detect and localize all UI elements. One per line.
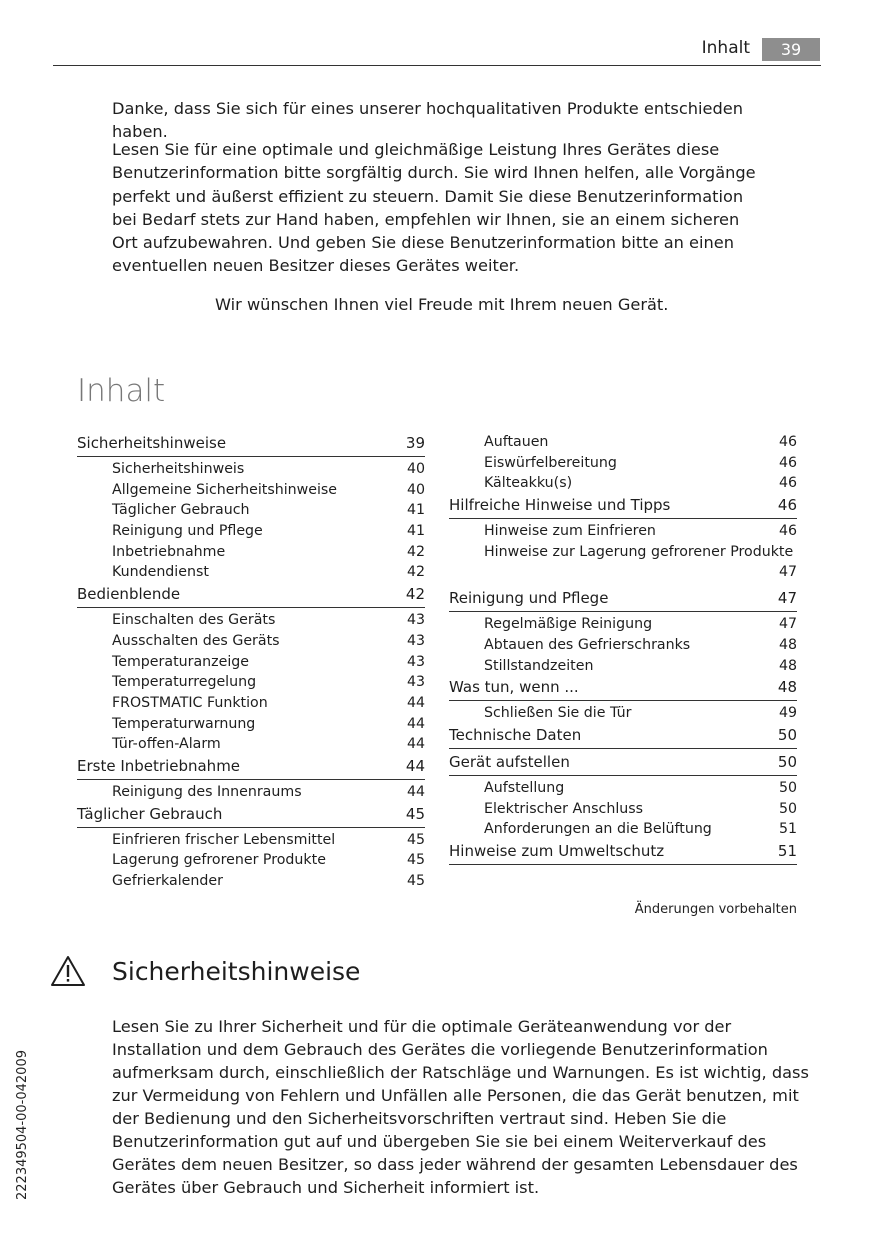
toc-item-page: 47 (778, 564, 797, 581)
toc-item-page: 40 (406, 461, 425, 477)
toc-item-label: Hinweise zum Einfrieren (484, 523, 656, 540)
toc-item-page: 49 (778, 705, 797, 722)
intro-paragraph: Lesen Sie für eine optimale und gleichmäßige Leistung Ihres Gerätes diese Benutzerinformation bitte sorgfältig durch. Sie wird Ihnen helfen, alle Vorgänge perfekt und äußerst effizient zu steuern. Damit Sie diese Benutzerinformation bei Bedarf stets zur Hand haben, empfehlen wir Ihnen, sie an einem sicheren Ort aufzubewahren. Und geben Sie diese Benutzerinformation bitte an einen eventuellen neuen Besitzer dieses Gerätes weiter. (112, 140, 756, 276)
toc-item[interactable] (77, 459, 425, 480)
toc-item-page: 44 (406, 736, 425, 753)
toc-item-page: 46 (778, 523, 797, 540)
toc-item-label: Temperaturwarnung (112, 715, 256, 732)
toc-section-label: Sicherheitshinweise (77, 434, 227, 452)
toc-section-page: 47 (777, 589, 797, 608)
toc-item[interactable] (449, 656, 797, 677)
toc-section[interactable] (449, 840, 797, 865)
toc-section-label: Technische Daten (449, 725, 582, 744)
toc-item-label: Stillstandzeiten (484, 657, 594, 674)
toc-item[interactable] (449, 453, 797, 474)
document-code: 222349504-00-042009 (15, 1050, 30, 1200)
toc-item[interactable] (77, 734, 425, 755)
toc-item-label: Eiswürfelbereitung (484, 454, 617, 471)
toc-item[interactable] (449, 432, 797, 453)
toc-section[interactable] (77, 583, 425, 608)
toc-item-label: Reinigung des Innenraums (112, 783, 302, 800)
toc-item-page: 50 (778, 800, 797, 817)
toc-item-page: 48 (778, 636, 797, 653)
toc-section-label: Reinigung und Pflege (449, 589, 609, 608)
toc-item[interactable] (449, 542, 797, 563)
toc-section-label: Hilfreiche Hinweise und Tipps (449, 496, 671, 515)
toc-item-page: 46 (778, 434, 797, 450)
toc-item-page: 42 (406, 543, 425, 560)
toc-item[interactable] (77, 714, 425, 735)
toc-item-label: Kälteakku(s) (484, 475, 573, 492)
toc-section[interactable] (449, 676, 797, 701)
toc-item[interactable] (77, 652, 425, 673)
toc-section[interactable] (449, 751, 797, 776)
toc-item-label: Einfrieren frischer Lebensmittel (112, 831, 336, 848)
toc-item[interactable] (449, 703, 797, 724)
warning-triangle-icon (50, 955, 86, 987)
intro-thanks: Danke, dass Sie sich für eines unserer hochqualitativen Produkte entschieden haben. (112, 99, 743, 142)
toc-section-page: 39 (405, 434, 425, 452)
toc-item-page: 41 (406, 523, 425, 540)
toc-item[interactable] (77, 521, 425, 542)
toc-item-label: Täglicher Gebrauch (112, 502, 250, 519)
toc-item-label: Reinigung und Pflege (112, 523, 263, 540)
section-heading: Sicherheitshinweise (112, 957, 361, 986)
toc-title: Inhalt (77, 373, 166, 409)
header-rule (53, 65, 821, 66)
toc-item[interactable] (77, 480, 425, 501)
toc-item-label: Regelmäßige Reinigung (484, 616, 653, 633)
toc-section[interactable] (77, 432, 425, 457)
toc-item[interactable] (77, 542, 425, 563)
toc-item[interactable] (77, 850, 425, 871)
toc-item-label: Anforderungen an die Belüftung (484, 821, 712, 838)
toc-item-page: 51 (778, 821, 797, 838)
toc-item-page: 43 (406, 653, 425, 670)
toc-item-label: Tür-offen-Alarm (112, 736, 221, 753)
toc-item[interactable] (449, 614, 797, 635)
toc-item[interactable] (449, 778, 797, 799)
toc-item-page: 45 (406, 852, 425, 869)
toc-item-label: Einschalten des Geräts (112, 612, 276, 629)
toc-item[interactable] (449, 799, 797, 820)
toc-item-page: 46 (778, 454, 797, 471)
toc-item-label: Gefrierkalender (112, 873, 223, 889)
toc-item-page: 50 (778, 779, 797, 796)
toc-item-label: Elektrischer Anschluss (484, 800, 644, 817)
toc-item-label: FROSTMATIC Funktion (112, 694, 268, 711)
toc-item[interactable] (77, 693, 425, 714)
toc-item-label: Kundendienst (112, 564, 209, 581)
toc-section-page: 45 (405, 804, 425, 823)
toc-item-page: 48 (778, 657, 797, 674)
toc-section[interactable] (77, 803, 425, 828)
toc-item-page: 44 (406, 783, 425, 800)
toc-item[interactable] (77, 871, 425, 892)
toc-item-page: 44 (406, 694, 425, 711)
toc-item-page: 41 (406, 502, 425, 519)
toc-section-page: 42 (405, 585, 425, 604)
toc-item-page: 45 (406, 831, 425, 848)
toc-section-label: Hinweise zum Umweltschutz (449, 841, 665, 860)
toc-item-label: Temperaturanzeige (112, 653, 249, 670)
page-number: 39 (762, 38, 820, 61)
toc-item[interactable] (77, 830, 425, 851)
toc-left-column (77, 432, 425, 892)
toc-item-label: Sicherheitshinweis (112, 461, 245, 477)
toc-item-page: 46 (778, 475, 797, 492)
toc-section-label: Erste Inbetriebnahme (77, 756, 241, 775)
toc-item-label: Inbetriebnahme (112, 543, 226, 560)
toc-item[interactable] (77, 672, 425, 693)
toc-section-page: 51 (777, 841, 797, 860)
toc-item-label: Lagerung gefrorener Produkte (112, 852, 326, 869)
toc-section-page: 48 (777, 678, 797, 697)
toc-right-column (449, 432, 797, 867)
toc-section-page: 50 (777, 725, 797, 744)
toc-section[interactable] (449, 587, 797, 612)
toc-item-label: Temperaturregelung (112, 674, 257, 691)
toc-item[interactable] (449, 635, 797, 656)
toc-item[interactable] (77, 562, 425, 583)
toc-item-page: 43 (406, 612, 425, 629)
toc-item-label: Ausschalten des Geräts (112, 632, 280, 649)
toc-item-page-row (449, 562, 797, 583)
toc-item-page: 40 (406, 481, 425, 498)
toc-item-page: 47 (778, 616, 797, 633)
toc-section-label: Was tun, wenn ... (449, 678, 579, 697)
toc-item-page: 44 (406, 715, 425, 732)
header-title: Inhalt (701, 38, 750, 58)
toc-item-label: Hinweise zur Lagerung gefrorener Produkte (484, 543, 794, 560)
toc-section-label: Täglicher Gebrauch (77, 804, 223, 823)
toc-item[interactable] (77, 500, 425, 521)
toc-item[interactable] (77, 631, 425, 652)
toc-item[interactable] (449, 819, 797, 840)
toc-section[interactable] (77, 755, 425, 780)
toc-item-label: Aufstellung (484, 779, 565, 796)
toc-item-page: 43 (406, 632, 425, 649)
toc-section[interactable] (449, 724, 797, 749)
toc-item-label: Allgemeine Sicherheitshinweise (112, 481, 338, 498)
toc-item-page: 43 (406, 674, 425, 691)
toc-item-page: 42 (406, 564, 425, 581)
toc-item-label: Abtauen des Gefrierschranks (484, 636, 691, 653)
toc-section-page: 44 (405, 756, 425, 775)
toc-item[interactable] (77, 782, 425, 803)
safety-paragraph: Lesen Sie zu Ihrer Sicherheit und für die optimale Geräteanwendung vor der Installation und dem Gebrauch des Gerätes die vorliegende Benutzerinformation aufmerksam durch, einschließlich der Ratschläge und Warnungen. Es ist wichtig, dass zur Vermeidung von Fehlern und Unfällen alle Personen, die das Gerät benutzen, mit der Bedienung und den Sicherheitsvorschriften vertraut sind. Heben Sie die Benutzerinformation gut auf und übergeben Sie sie bei einem Weiterverkauf des Gerätes dem neuen Besitzer, so dass jeder während der gesamten Lebensdauer des Gerätes über Gebrauch und Sicherheit informiert ist. (112, 1017, 809, 1197)
toc-section-page: 46 (777, 496, 797, 515)
toc-item[interactable] (77, 610, 425, 631)
toc-item-label: Schließen Sie die Tür (484, 705, 632, 722)
toc-section-label: Gerät aufstellen (449, 752, 570, 771)
toc-item[interactable] (449, 473, 797, 494)
toc-section[interactable] (449, 494, 797, 519)
changes-note: Änderungen vorbehalten (634, 902, 797, 917)
intro-wish: Wir wünschen Ihnen viel Freude mit Ihrem neuen Gerät. (215, 295, 669, 314)
toc-item-page: 45 (406, 873, 425, 889)
toc-item[interactable] (449, 521, 797, 542)
toc-section-page: 50 (777, 752, 797, 771)
toc-item-label: Auftauen (484, 434, 549, 450)
toc-section-label: Bedienblende (77, 585, 181, 604)
